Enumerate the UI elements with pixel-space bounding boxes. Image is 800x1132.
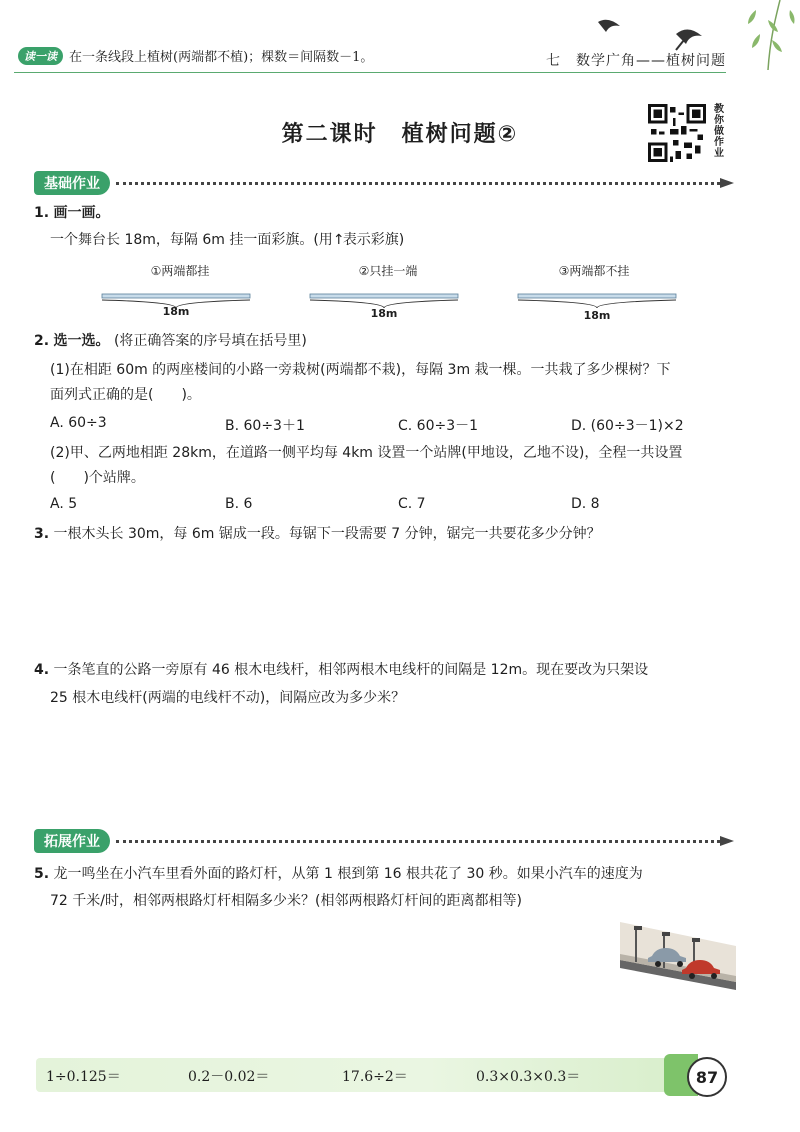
stage-3-length: 18m <box>583 309 611 322</box>
reminder-line <box>18 46 373 65</box>
q5-number: 5. <box>34 866 50 882</box>
section-extended-label: 拓展作业 <box>34 829 110 853</box>
arrow-right-icon <box>720 178 734 188</box>
q2-part2-option-c[interactable]: C. 7 <box>398 496 426 512</box>
stage-1-length: 18m <box>162 305 190 318</box>
q5-line1: 龙一鸣坐在小汽车里看外面的路灯杆，从第 1 根到第 16 根共花了 30 秒。如果小汽车的速度为 <box>53 866 643 882</box>
q3-text: 一根木头长 30m，每 6m 锯成一段。每锯下一段需要 7 分钟，锯完一共要花多少分钟？ <box>53 526 601 542</box>
q2-part2-line2[interactable]: ( )个站牌。 <box>50 470 145 486</box>
stage-3-label: ③两端都不挂 <box>558 264 630 278</box>
chapter-title: 七 数学广角——植树问题 <box>546 53 726 69</box>
page-number: 87 <box>687 1057 727 1097</box>
q2-part1-line2[interactable]: 面列式正确的是( )。 <box>50 387 201 403</box>
section-basic-label: 基础作业 <box>34 171 110 195</box>
stage-2-bar <box>310 294 458 308</box>
quick-calc-2[interactable]: 0.2－0.02＝ <box>188 1069 270 1085</box>
q2-number: 2. <box>34 333 50 349</box>
section-extended-header <box>34 830 734 852</box>
q2-hint: (将正确答案的序号填在括号里) <box>113 333 307 349</box>
reminder-text: 在一条线段上植树(两端都不植)；棵数＝间隔数－1。 <box>69 50 374 65</box>
section-dotted-line <box>116 840 720 843</box>
section-basic-header <box>34 172 734 194</box>
q4-answer-area[interactable] <box>34 715 734 815</box>
q2-part2-option-a[interactable]: A. 5 <box>50 496 78 512</box>
qr-code-icon[interactable] <box>648 104 706 162</box>
quick-calc-1[interactable]: 1÷0.125＝ <box>46 1069 121 1085</box>
q4-number: 4. <box>34 662 50 678</box>
stage-1-label: ①两端都挂 <box>150 264 210 278</box>
street-lamp-car-illustration <box>620 916 736 990</box>
q5-text-line1 <box>34 864 643 884</box>
q3-number: 3. <box>34 526 50 542</box>
q1-text-start: 一个舞台长 18m，每隔 6m 挂一面彩旗。(用 <box>50 232 333 248</box>
q2-part1-line1: (1)在相距 60m 的两座楼间的小路一旁栽树(两端都不栽)，每隔 3m 栽一棵。一共栽了多少棵树？下 <box>50 362 671 378</box>
q4-line1: 一条笔直的公路一旁原有 46 根木电线杆，相邻两根木电线杆的间隔是 12m。现在要改为只架设 <box>53 662 649 678</box>
q2-part2-option-d[interactable]: D. 8 <box>571 496 600 512</box>
flag-arrow-icon: ↑ <box>332 232 345 248</box>
arrow-right-icon <box>720 836 734 846</box>
section-dotted-line <box>116 182 720 185</box>
stage-2-label: ②只挂一端 <box>358 264 418 278</box>
lesson-title: 第二课时 植树问题② <box>281 122 519 147</box>
q2-part1-option-b[interactable]: B. 60÷3＋1 <box>225 418 305 434</box>
q3-text-line <box>34 524 601 544</box>
q2-part2-line1: (2)甲、乙两地相距 28km，在道路一侧平均每 4km 设置一个站牌(甲地设，乙地不设)，全程一共设置 <box>50 445 683 461</box>
q2-title: 选一选。 <box>53 333 110 349</box>
q2-part1-option-d[interactable]: D. (60÷3－1)×2 <box>571 418 684 434</box>
quick-calc-4[interactable]: 0.3×0.3×0.3＝ <box>476 1069 581 1085</box>
q5-answer-area[interactable] <box>34 915 594 1045</box>
quick-calc-3[interactable]: 17.6÷2＝ <box>342 1069 408 1085</box>
q2-part1-option-c[interactable]: C. 60÷3－1 <box>398 418 479 434</box>
q2-part2-option-b[interactable]: B. 6 <box>225 496 253 512</box>
q5-line2: 72 千米/时，相邻两根路灯杆相隔多少米？(相邻两根路灯杆间的距离都相等) <box>50 893 522 909</box>
q1-number: 1. <box>34 205 50 221</box>
stage-3-bar <box>518 294 676 308</box>
q2-heading <box>34 331 307 351</box>
header-divider <box>14 72 726 73</box>
q4-line2: 25 根木电线杆(两端的电线杆不动)，间隔应改为多少米？ <box>50 690 406 706</box>
q1-text <box>50 230 404 250</box>
q1-text-end: 表示彩旗) <box>342 232 405 248</box>
read-badge: 读一读 <box>18 47 63 65</box>
q4-text-line1 <box>34 660 648 680</box>
q2-part1-option-a[interactable]: A. 60÷3 <box>50 415 107 431</box>
teacher-note: 教你做作业 <box>714 104 724 159</box>
q3-answer-area[interactable] <box>34 550 734 650</box>
q1-heading <box>34 203 110 223</box>
stage-2-length: 18m <box>370 307 398 320</box>
q1-title: 画一画。 <box>53 205 110 221</box>
